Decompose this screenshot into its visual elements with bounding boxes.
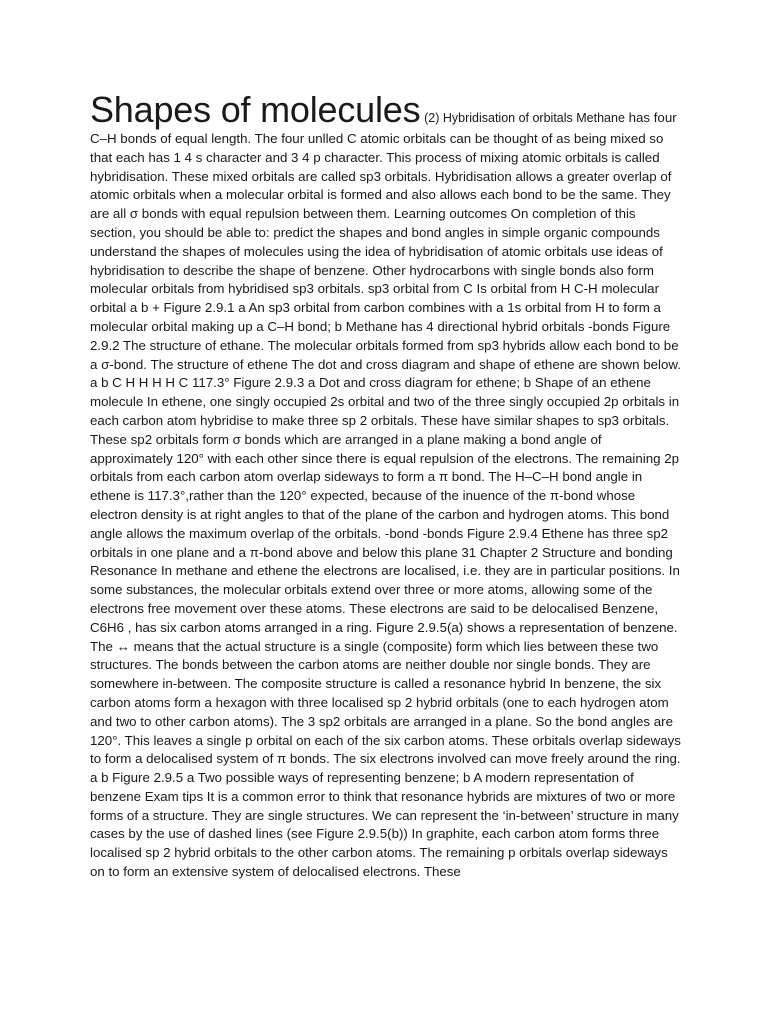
document-title: Shapes of molecules <box>90 89 421 130</box>
document-lead: (2) Hybridisation of orbitals Methane <box>424 111 625 125</box>
document-text <box>90 90 681 882</box>
document-body: has four C–H bonds of equal length. The four unlled C atomic orbitals can be thought of as being mixed so that each has 1 4 s character and 3 4 p character. This process of mixing atomic orbitals is called hybridisation. These mixed orbitals are called sp3 orbitals. Hybridisation allows a greater overlap of atomic orbitals when a molecular orbital is formed and also allows each bond to be the same. They are all σ bonds with equal repulsion between them. Learning outcomes On completion of this section, you should be able to: predict the shapes and bond angles in simple organic compounds understand the shapes of molecules using the idea of hybridisation of atomic orbitals use ideas of hybridisation to describe the shape of benzene. Other hydrocarbons with single bonds also form molecular orbitals from hybridised sp3 orbitals. sp3 orbital from C Is orbital from H C-H molecular orbital a b + Figure 2.9.1 a An sp3 orbital from carbon combines with a 1s orbital from H to form a molecular orbital making up a C–H bond; b Methane has 4 directional hybrid orbitals -bonds Figure 2.9.2 The structure of ethane. The molecular orbitals formed from sp3 hybrids allow each bond to be a σ-bond. The structure of ethene The dot and cross diagram and shape of ethene are shown below. a b C H H H H C 117.3° Figure 2.9.3 a Dot and cross diagram for ethene; b Shape of an ethene molecule In ethene, one singly occupied 2s orbital and two of the three singly occupied 2p orbitals in each carbon atom hybridise to make three sp 2 orbitals. These have similar shapes to sp3 orbitals. These sp2 orbitals form σ bonds which are arranged in a plane making a bond angle of approximately 120° with each other since there is equal repulsion of the electrons. The remaining 2p orbitals from each carbon atom overlap sideways to form a π bond. The H–C–H bond angle in ethene is 117.3°,rather than the 120° expected, because of the inuence of the π-bond whose electron density is at right angles to that of the plane of the carbon and hydrogen atoms. This bond angle allows the maximum overlap of the orbitals. -bond -bonds Figure 2.9.4 Ethene has three sp2 orbitals in one plane and a π-bond above and below this plane 31 Chapter 2 Structure and bonding Resonance In methane and ethene the electrons are localised, i.e. they are in particular positions. In some substances, the molecular orbitals extend over three or more atoms, allowing some of the electrons free movement over these atoms. These electrons are said to be delocalised Benzene, C6H6 , has six carbon atoms arranged in a ring. Figure 2.9.5(a) shows a representation of benzene. The ↔ means that the actual structure is a single (composite) form which lies between these two structures. The bonds between the carbon atoms are neither double nor single bonds. They are somewhere in-between. The composite structure is called a resonance hybrid In benzene, the six carbon atoms form a hexagon with three localised sp 2 hybrid orbitals (one to each hydrogen atom and two to other carbon atoms). The 3 sp2 orbitals are arranged in a plane. So the bond angles are 120°. This leaves a single p orbital on each of the six carbon atoms. These orbitals overlap sideways to form a delocalised system of π bonds. The six electrons involved can move freely around the ring. a b Figure 2.9.5 a Two possible ways of representing benzene; b A modern representation of benzene Exam tips It is a common error to think that resonance hybrids are mixtures of two or more forms of a structure. They are single structures. We can represent the ‘in-between’ structure in many cases by the use of dashed lines (see Figure 2.9.5(b)) In graphite, each carbon atom forms three localised sp 2 hybrid orbitals to the other carbon atoms. The remaining p orbitals overlap sideways on to form an extensive system of delocalised electrons. These <box>90 110 681 880</box>
